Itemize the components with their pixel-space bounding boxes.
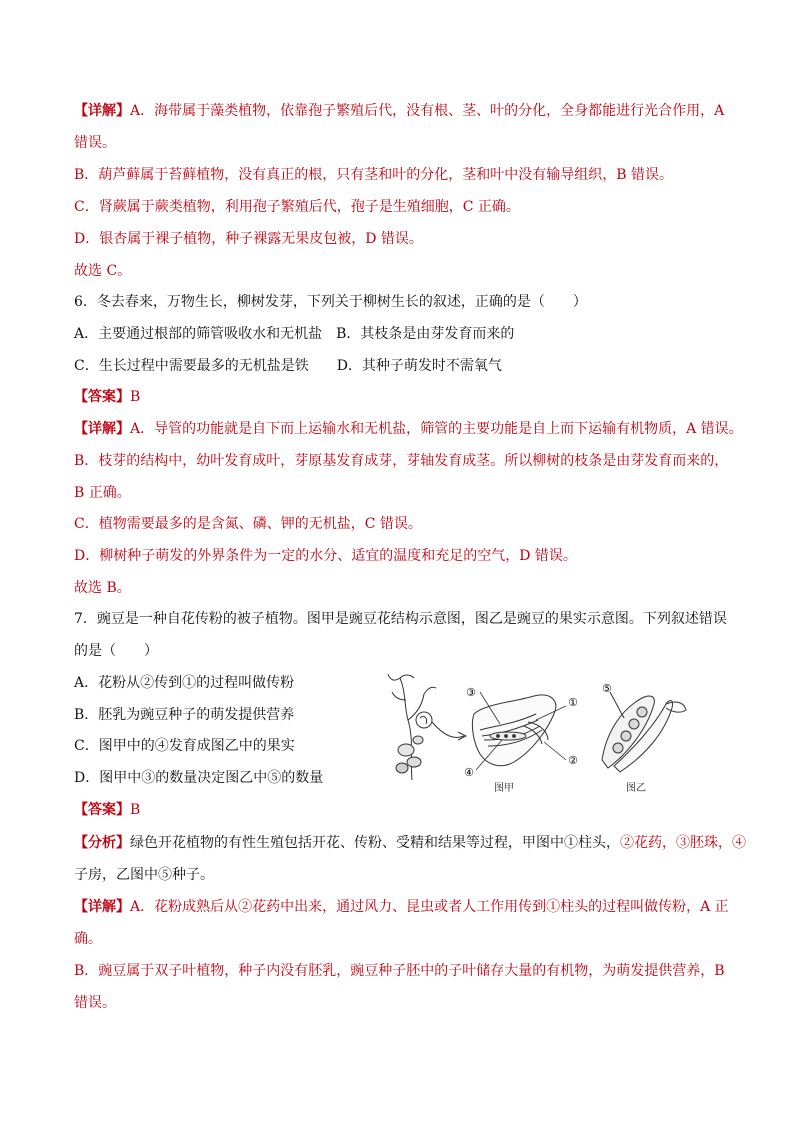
label-1: ①	[568, 696, 578, 709]
pea-plant-sketch	[388, 674, 466, 780]
q7-detail-b-line2: 错误。	[74, 995, 116, 1011]
q5-detail-c: C．肾蕨属于蕨类植物，利用孢子繁殖后代，孢子是生殖细胞，C 正确。	[74, 199, 520, 215]
q6-options-cd: C．生长过程中需要最多的无机盐是铁 D．其种子萌发时不需氧气	[74, 358, 502, 374]
analysis-tag: 【分析】	[74, 835, 130, 851]
detail-tag: 【详解】	[74, 421, 130, 437]
q7-option-b: B．胚乳为豌豆种子的萌发提供营养	[74, 707, 295, 723]
q7-option-d: D．图甲中③的数量决定图乙中⑤的数量	[74, 770, 324, 786]
q5-detail-a-line1: 【详解】A．海带属于藻类植物，依靠孢子繁殖后代，没有根、茎、叶的分化，全身都能进行光合作用，A	[74, 103, 725, 119]
pea-pod	[602, 692, 686, 772]
q7-option-c: C．图甲中的④发育成图乙中的果实	[74, 738, 295, 754]
q7-detail-a-line1: 【详解】A．花粉成熟后从②花药中出来，通过风力、昆虫或者人工作用传到①柱头的过程叫做传粉，A 正	[74, 899, 729, 915]
label-4: ④	[464, 766, 474, 779]
q6-detail-b-line1: B．枝芽的结构中，幼叶发育成叶，芽原基发育成芽，芽轴发育成茎。所以柳树的枝条是由芽发育而来的，	[74, 453, 729, 469]
detail-tag: 【详解】	[74, 899, 130, 915]
label-3: ③	[466, 686, 476, 699]
q7-analysis-line1: 【分析】绿色开花植物的有性生殖包括开花、传粉、受精和结果等过程，甲图中①柱头，②花药，③胚珠，④	[74, 835, 746, 851]
q6-detail-a: 【详解】A．导管的功能就是自下而上运输水和无机盐，筛管的主要功能是自上而下运输有机物质，A 错误。	[74, 421, 743, 437]
q7-answer: 【答案】B	[74, 802, 141, 818]
q7-stem-line1: 7．豌豆是一种自花传粉的被子植物。图甲是豌豆花结构示意图，图乙是豌豆的果实示意图。下列叙述错误	[74, 611, 727, 627]
pea-flower-diagram	[384, 670, 584, 786]
label-2: ②	[568, 754, 578, 767]
pea-pod-diagram	[592, 680, 692, 776]
q5-detail-a-line2: 错误。	[74, 135, 116, 151]
q7-option-a: A．花粉从②传到①的过程叫做传粉	[74, 675, 295, 691]
flower-section	[472, 695, 555, 766]
q6-detail-c: C．植物需要最多的是含氮、磷、钾的无机盐，C 错误。	[74, 516, 422, 532]
q6-stem: 6．冬去春来，万物生长，柳树发芽，下列关于柳树生长的叙述，正确的是（ ）	[74, 294, 587, 310]
q6-conclusion: 故选 B。	[74, 580, 131, 596]
figure-jia-caption: 图甲	[494, 783, 514, 794]
q5-conclusion: 故选 C。	[74, 263, 132, 279]
label-5: ⑤	[602, 682, 612, 695]
q7-stem-line2: 的是（ ）	[74, 643, 158, 659]
q7-detail-b-line1: B．豌豆属于双子叶植物，种子内没有胚乳，豌豆种子胚中的子叶储存大量的有机物，为萌发提供营养，B	[74, 963, 725, 979]
q7-detail-a-line2: 确。	[74, 931, 102, 947]
answer-tag: 【答案】	[74, 389, 130, 405]
q5-detail-d: D．银杏属于裸子植物，种子裸露无果皮包被，D 错误。	[74, 231, 423, 247]
q6-answer: 【答案】B	[74, 389, 141, 405]
q6-detail-b-line2: B 正确。	[74, 485, 131, 501]
q6-options-ab: A．主要通过根部的筛管吸收水和无机盐 B．其枝条是由芽发育而来的	[74, 326, 515, 342]
detail-tag: 【详解】	[74, 103, 130, 119]
q5-detail-b: B．葫芦藓属于苔藓植物，没有真正的根，只有茎和叶的分化，茎和叶中没有输导组织，B 错误。	[74, 167, 674, 183]
q6-detail-d: D．柳树种子萌发的外界条件为一定的水分、适宜的温度和充足的空气，D 错误。	[74, 548, 577, 564]
figure-yi-caption: 图乙	[626, 783, 646, 794]
q7-analysis-line2: 子房，乙图中⑤种子。	[74, 867, 214, 883]
answer-tag: 【答案】	[74, 802, 130, 818]
